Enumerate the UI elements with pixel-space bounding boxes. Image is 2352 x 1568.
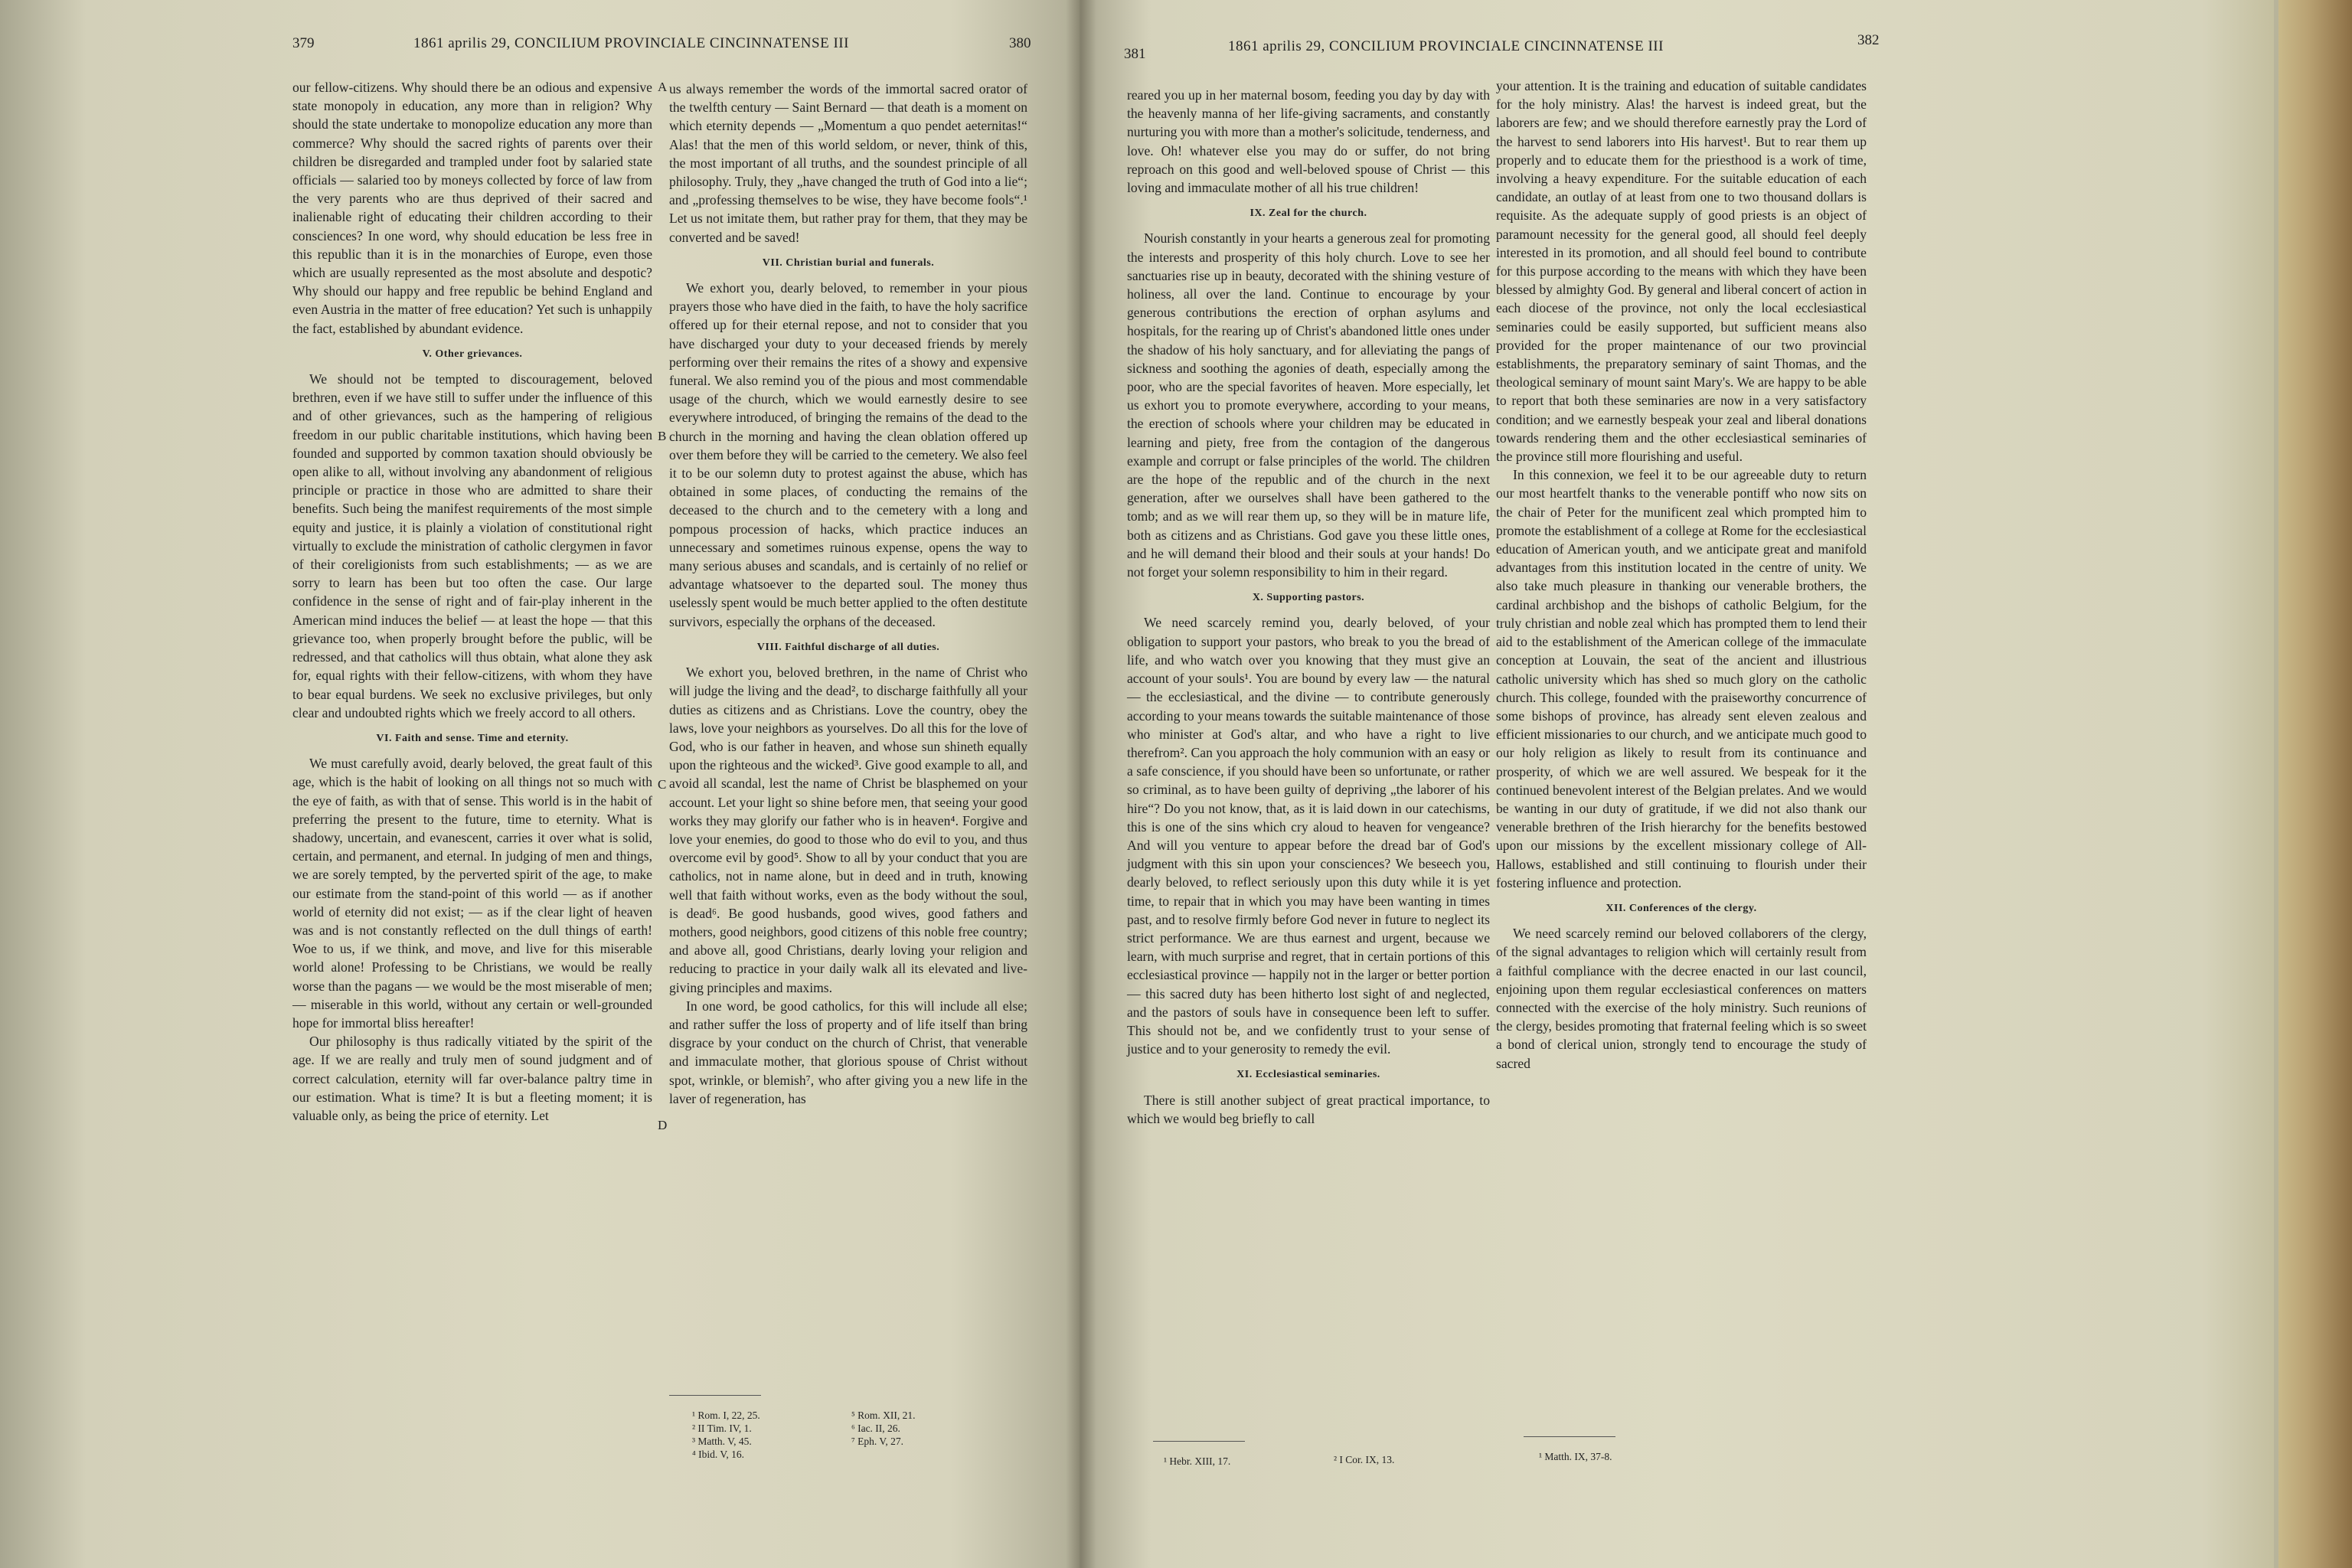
paragraph: In this connexion, we feel it to be our agreeable duty to return our most heartfelt thanks to the venerable pontiff who now sits on the chair of Peter for the munificent zeal which prompted him to promote the establishment of a college at Rome for the ecclesiastical education of American youth, and we anticipate great and manifold advantages from this institution located in the centre of unity. We also take much pleasure in thanking our venerable brothers, the cardinal archbishop and the bishops of catholic Belgium, for the truly christian and noble zeal which has prompted them to lend their aid to the establishment of the American college of the immaculate conception at Louvain, the seat of the ancient and illustrious catholic university which has shed so much glory on the catholic church. This college, founded with the praiseworthy concurrence of some bishops of province, has already sent eleven zealous and efficient missionaries to our church, and we anticipate much good to our holy religion as likely to result from its continuance and prosperity, of which we are well assured. We bespeak for it the continued benevolent interest of the Belgian prelates. And we would be wanting in our duty of gratitude, if we did not also thank our venerable brethren of the Irish hierarchy for the benefits bestowed upon our missions by the excellent missionary college of All-Hallows, established and still continuing to flourish under their fostering influence and protection. <box>1496 467 1867 890</box>
footnote-rule <box>1153 1441 1245 1442</box>
section-heading: VIII. Faithful discharge of all duties. <box>756 641 940 653</box>
page-number-379: 379 <box>292 35 315 51</box>
margin-marker-c: C <box>658 777 667 792</box>
footnote-381a: ¹ Hebr. XIII, 17. <box>1164 1455 1231 1467</box>
paragraph: We should not be tempted to discouragement, beloved brethren, even if we have still to suffer under the influence of this and of other grievances, such as the hampering of religious freedom in our public charitable institutions, which having been founded and supported by common taxation should obviously be open alike to all, without involving any abandonment of religious principle or practice in those who are admitted to share their benefits. Such being the manifest requirements of the most simple equity and justice, it is plainly a violation of constitutional right virtually to exclude the ministration of catholic clergymen in favor of their coreligionists from such establishments; — as we are sorry to learn has been but too often the case. Our large confidence in the sense of right and of fair-play inherent in the American mind induces the belief — at least the hope — that this grievance too, when properly brought before the public, will be redressed, and that catholics will thus obtain, what alone they ask for, equal rights with their fellow-citizens, with whom they have to bear equal burdens. We seek no exclusive privileges, but only clear and undoubted rights which we freely accord to all others. <box>292 371 652 720</box>
paragraph: In one word, be good catholics, for this will include all else; and rather suffer the loss of property and of life itself than bring disgrace by your conduct on the church of Christ, that venerable and immaculate mother, that glorious spouse of Christ without spot, wrinkle, or blemish⁷, who after giving you a new life in the laver of regeneration, has <box>669 998 1027 1106</box>
footnote: ³ Matth. V, 45. <box>692 1436 752 1447</box>
paragraph: We exhort you, beloved brethren, in the name of Christ who will judge the living and the dead², to discharge faithfully all your duties as citizens and as Christians. Love the country, obey the laws, love your neighbors as yourselves. Do all this for the love of God, who is our father in heaven, and whose sun shineth equally upon the righteous and the wicked³. Give good example to all, and avoid all scandal, lest the name of Christ be blasphemed on your account. Let your light so shine before men, that seeing your good works they may glorify our father who is in heaven⁴. Forgive and love your enemies, do good to those who do evil to you, and thus overcome evil by good⁵. Show to all by your conduct that you are catholics, not in name alone, but in deed and in truth, knowing well that faith without works, even as the body without the soul, is dead⁶. Be good husbands, good wives, good fathers and mothers, good neighbors, good citizens of this noble free country; and above all, good Christians, dearly loving your religion and reducing to practice in your daily walk all its elevated and live-giving principles and maxims. <box>669 665 1027 995</box>
paragraph: reared you up in her maternal bosom, feeding you day by day with the heavenly manna of her life-giving sacraments, and constantly nurturing you with more than a mother's solicitude, tenderness, and love. Oh! whatever else you may do or suffer, do not bring reproach on this good and well-beloved spouse of Christ — this loving and immaculate mother of all his true children! <box>1127 87 1490 196</box>
section-heading: VI. Faith and sense. Time and eternity. <box>376 732 569 744</box>
margin-marker-d: D <box>658 1118 668 1132</box>
margin-marker-b: B <box>658 429 667 443</box>
column-381 <box>1127 86 1490 1128</box>
column-382 <box>1496 77 1867 1073</box>
section-heading: XII. Conferences of the clergy. <box>1606 902 1757 914</box>
footnote-rule <box>1524 1436 1615 1437</box>
column-379 <box>292 78 652 1125</box>
section-heading: VII. Christian burial and funerals. <box>762 256 935 269</box>
footnote: ⁵ Rom. XII, 21. <box>851 1410 916 1421</box>
section-heading: IX. Zeal for the church. <box>1250 207 1367 220</box>
section-heading: V. Other grievances. <box>422 348 523 360</box>
footnote: ⁴ Ibid. V, 16. <box>692 1449 744 1460</box>
footnote-list-380b <box>851 1409 915 1448</box>
paragraph: We need scarcely remind you, dearly beloved, of your obligation to support your pastors, who break to you the bread of life, and who watch over you knowing that they must give an account of your souls¹. You are bound by every law — the natural — the ecclesiastical, and the divine — to contribute generously according to your means towards the suitable maintenance of those who minister at God's altar, and who have a right to live therefrom². Can you approach the holy communion with an easy or a safe conscience, if you should have been so unfortunate, or rather so criminal, as to have been guilty of depriving „the laborer of his hire“? Do you not know, that, as it is laid down in our catechisms, this is one of the sins which cry aloud to heaven for vengeance? And will you venture to appear before the dread bar of God's judgment with this sin upon your consciences? We beseech you, dearly beloved, to reflect seriously upon this duty while it is yet time, to repair that in which you may have been wanting in times past, and to resolve firmly before God never in future to neglect its strict performance. We are thus earnest and urgent, because we learn, with much surprise and regret, that in certain portions of this ecclesiastical province — happily not in the larger or better portion — this sacred duty has been hitherto lost sight of and neglected, and the pastors of souls have in consequence been left to suffer. This should not be, and we confidently trust to your sense of justice and to your generosity to remedy the evil. <box>1127 615 1490 1057</box>
paragraph: Our philosophy is thus radically vitiated by the spirit of the age. If we are really and truly men of sound judgment and of correct calculation, eternity will far over-balance paltry time in our estimation. What is time? It is but a fleeting moment; it is valuable only, as being the price of eternity. Let <box>292 1034 652 1123</box>
footnote: ¹ Rom. I, 22, 25. <box>692 1410 760 1421</box>
footnote-381b: ² I Cor. IX, 13. <box>1334 1454 1395 1465</box>
paragraph: your attention. It is the training and education of suitable candidates for the holy ministry. Alas! the harvest is indeed great, but the laborers are few; and we should therefore earnestly pray the Lord of the harvest to send laborers into His harvest¹. But to rear them up properly and to educate them for the priesthood is a work of time, involving a heavy expenditure. For the suitable education of each candidate, an outlay of at least from one to two thousand dollars is requisite. As the adequate supply of good priests is an object of paramount necessity for the general good, all should feel deeply interested in its promotion, and all should feel bound to contribute for this purpose according to the means with which they have been blessed by almighty God. By general and liberal concert of action in each diocese of the province, not only the local ecclesiastical seminaries could be easily supported, but sufficient means also provided for the proper maintenance of our two provincial establishments, the preparatory seminary of saint Thomas, and the theological seminary of mount saint Mary's. We are happy to be able to report that both these seminaries are now in a very satisfactory condition; and we earnestly bespeak your zeal and liberal donations towards rendering them and the other ecclesiastical seminaries of the province still more flourishing and useful. <box>1496 78 1867 465</box>
book-gutter <box>1066 0 1096 1568</box>
margin-marker-a: A <box>658 80 668 94</box>
section-heading: X. Supporting pastors. <box>1252 592 1365 604</box>
column-380 <box>669 80 1027 1108</box>
paragraph: We must carefully avoid, dearly beloved, the great fault of this age, which is the habit of looking on all things not so much with the eye of faith, as with that of sense. This world is in the habit of preferring the present to the future, time to eternity. What is shadowy, uncertain, and evanescent, carries it over what is solid, certain, and permanent, and eternal. In judging of men and things, we are sorely tempted, by the perverted spirit of the age, to make our estimate from the stand-point of this world — as if another world of eternity did not exist; — as if the clear light of heaven was and is not constantly reflected on the dull things of earth! Woe to us, if we think, and move, and live for this miserable world alone! Professing to be Christians, we would be really worse than the pagans — we would be the most miserable of men; — miserable in this world, without any certain or well-grounded hope for immortal bliss hereafter! <box>292 756 652 1031</box>
paragraph: We need scarcely remind our beloved collaborers of the clergy, of the signal advantages to religion which will certainly result from a faithful compliance with the decree enacted in our last council, enjoining upon them regular ecclesiastical conferences on matters connected with the exercise of the holy ministry. Such reunions of the clergy, besides promoting that fraternal feeling which is so sweet a bond of clerical union, strongly tend to encourage the study of sacred <box>1496 926 1867 1071</box>
footnote-list-380a <box>692 1409 760 1461</box>
footnote: ⁶ Iac. II, 26. <box>851 1423 900 1434</box>
footnote: ⁷ Eph. V, 27. <box>851 1436 903 1447</box>
book-cover-edge <box>2278 0 2352 1568</box>
page-number-382: 382 <box>1857 32 1880 48</box>
footnote-rule <box>669 1395 761 1396</box>
footnote: ² II Tim. IV, 1. <box>692 1423 752 1434</box>
footnote-382: ¹ Matth. IX, 37-8. <box>1539 1451 1612 1462</box>
section-heading: XI. Ecclesiastical seminaries. <box>1236 1069 1380 1081</box>
running-head-left: 1861 aprilis 29, CONCILIUM PROVINCIALE CINCINNATENSE III <box>413 35 849 51</box>
running-head-right: 1861 aprilis 29, CONCILIUM PROVINCIALE CINCINNATENSE III <box>1228 38 1664 54</box>
page-number-380: 380 <box>1009 35 1031 51</box>
paragraph: Nourish constantly in your hearts a generous zeal for promoting the interests and prosperity of this holy church. Love to see her sanctuaries rise up in beauty, decorated with the shining vesture of holiness, all over the land. Continue to encourage by your generous contributions the erection of orphan asylums and hospitals, for the rearing up of Christ's abandoned little ones under the shadow of his holy sanctuary, and for alleviating the pangs of sickness and soothing the agonies of death, especially among the poor, who are the special favorites of heaven. More especially, let us exhort you to promote everywhere, according to your means, the erection of schools where your children may be educated in learning and piety, free from the contagion of the dangerous example and corrupt or false principles of the world. The children are the hope of the republic and of the church in the next generation, after we ourselves shall have been gathered to the tomb; and as we will rear them up, so they will be in mature life, both as citizens and as Christians. God gave you these little ones, and he will demand their blood and their souls at your hands! Do not forget your solemn responsibility to him in their regard. <box>1127 230 1490 580</box>
paragraph: our fellow-citizens. Why should there be an odious and expensive state monopoly in education, any more than in religion? Why should the state undertake to monopolize education any more than commerce? Why should the sacred rights of parents over their children be disregarded and trampled under foot by salaried state officials — salaried too by moneys collected by force of law from the very parents who are thus deprived of their sacred and inalienable right of educating their children according to their consciences? In one word, why should education be less free in this republic than it is in the monarchies of Europe, even those which are usually represented as the most absolute and despotic? Why should our happy and free republic be behind England and even Austria in the matter of free education? Yet such is unhappily the fact, established by abundant evidence. <box>292 80 652 336</box>
paragraph: There is still another subject of great practical importance, to which we would beg briefly to call <box>1127 1092 1490 1126</box>
paragraph: us always remember the words of the immortal sacred orator of the twelfth century — Saint Bernard — that death is a moment on which eternity depends — „Momentum a quo pendet aeternitas!“ Alas! that the men of this world seldom, or never, think of this, the most important of all truths, and the soundest principle of all philosophy. Truly, they „have changed the truth of God into a lie“; and „professing themselves to be wise, they have become fools“.¹ Let us not imitate them, but rather pray for them, that they may be converted and be saved! <box>669 81 1027 245</box>
paragraph: We exhort you, dearly beloved, to remember in your pious prayers those who have died in the faith, to have the holy sacrifice offered up for their eternal repose, and not to consider that you have discharged your duty to your deceased friends by merely performing over their remains the rites of a showy and expensive funeral. We also remind you of the pious and most commendable usage of the church, which we would earnestly desire to see everywhere introduced, of bringing the remains of the dead to the church in the morning and having the clean oblation offered up over them before they will be carried to the cemetery. We also feel it to be our solemn duty to protest against the abuse, which has obtained in some places, of conducting the remains of the deceased to the church and to the cemetery with a long and pompous procession of hacks, which practice induces an unnecessary and sometimes ruinous expense, opens the way to many serious abuses and scandals, and is certainly of no relief or advantage whatsoever to the departed soul. The money thus uselessly spent would be much better applied to the often destitute survivors, especially the orphans of the deceased. <box>669 280 1027 629</box>
page-number-381: 381 <box>1124 46 1146 62</box>
